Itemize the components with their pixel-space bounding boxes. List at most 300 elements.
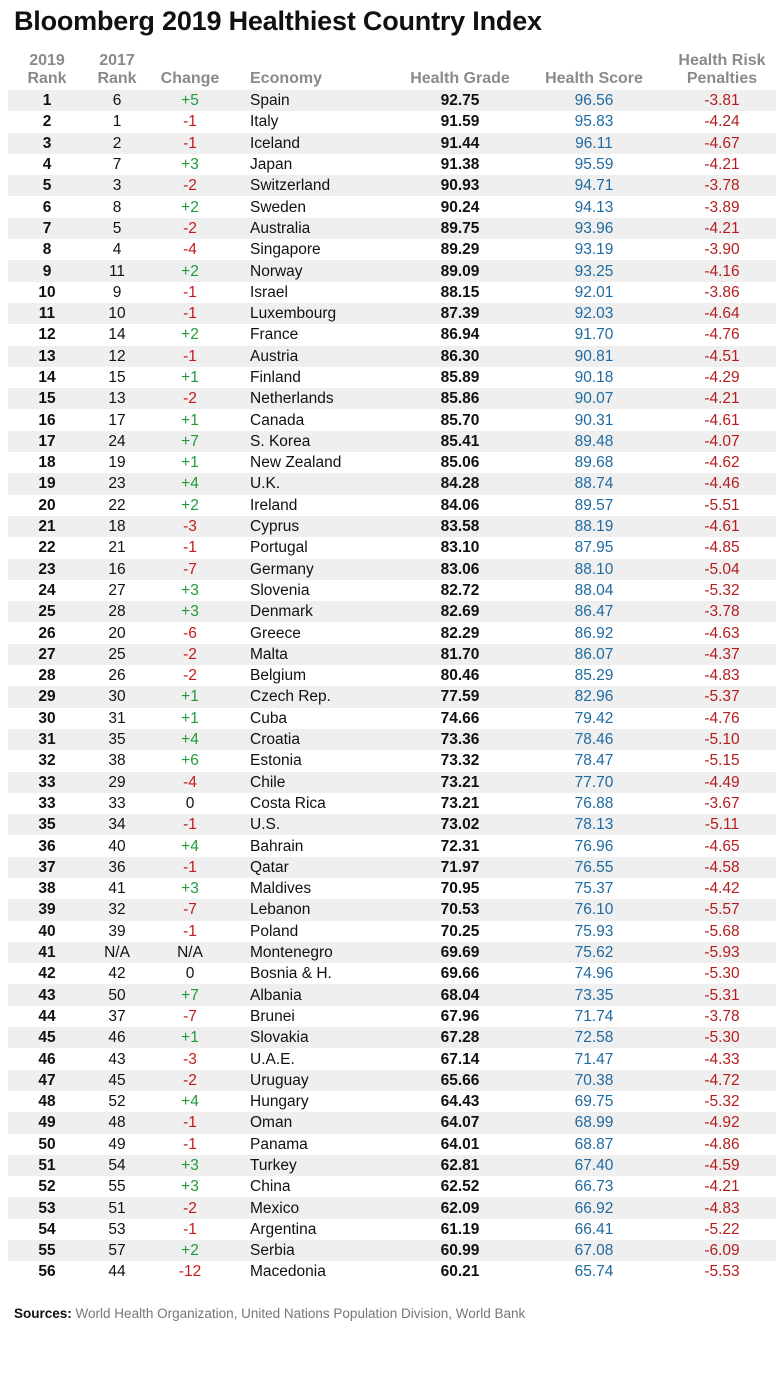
penalty-cell: -4.76 — [704, 326, 740, 344]
health-grade-cell: 67.28 — [400, 1027, 520, 1048]
health-score-cell: 94.71 — [520, 175, 668, 196]
penalty-cell: -5.15 — [704, 752, 740, 770]
table-row — [8, 90, 776, 111]
penalty-cell: -5.51 — [704, 496, 740, 514]
header-2019-rank-line2: Rank — [27, 70, 67, 87]
economy-cell: Lebanon — [232, 899, 400, 920]
change-cell: +1 — [181, 709, 199, 727]
penalty-cell: -4.83 — [668, 1197, 776, 1218]
penalty-cell: -4.37 — [668, 644, 776, 665]
table-row — [8, 1048, 776, 1069]
economy-cell: Qatar — [232, 857, 400, 878]
economy-cell: Turkey — [232, 1155, 400, 1176]
table-row — [8, 346, 776, 367]
rank-2017-cell: 42 — [108, 965, 126, 983]
change-cell: -7 — [148, 559, 232, 580]
penalty-cell: -5.37 — [668, 686, 776, 707]
penalty-cell: -3.86 — [704, 283, 740, 301]
rank-2019-cell: 53 — [8, 1197, 86, 1218]
economy-cell: Denmark — [232, 601, 400, 622]
health-score-cell: 90.18 — [574, 369, 614, 386]
header-penalties — [668, 52, 776, 90]
change-cell: 0 — [185, 794, 195, 812]
rank-2017-cell: 34 — [86, 814, 148, 835]
sources-text: World Health Organization, United Nations Population Division, World Bank — [75, 1306, 526, 1321]
rank-2019-cell: 33 — [38, 794, 56, 812]
penalty-cell: -4.21 — [668, 388, 776, 409]
health-grade-cell: 62.09 — [400, 1197, 520, 1218]
penalty-cell: -4.64 — [668, 303, 776, 324]
change-cell: +4 — [148, 473, 232, 494]
change-cell: +2 — [148, 260, 232, 281]
table-row — [8, 963, 776, 984]
change-cell: -2 — [148, 644, 232, 665]
health-grade-cell: 69.69 — [400, 942, 520, 963]
economy-cell: Croatia — [232, 729, 400, 750]
rank-2019-cell: 41 — [8, 942, 86, 963]
health-score-cell: 75.62 — [520, 942, 668, 963]
rank-2019-cell: 40 — [38, 922, 56, 940]
health-score-cell: 89.48 — [520, 431, 668, 452]
health-grade-cell: 90.24 — [440, 198, 480, 216]
rank-2017-cell: 30 — [86, 686, 148, 707]
penalty-cell: -5.30 — [668, 1027, 776, 1048]
health-score-cell: 82.96 — [520, 686, 668, 707]
change-cell: +1 — [181, 454, 199, 472]
rank-2017-cell: 29 — [86, 772, 148, 793]
health-score-cell: 69.75 — [574, 1093, 614, 1111]
penalty-cell: -4.21 — [704, 156, 740, 174]
header-2017-rank — [86, 52, 148, 90]
health-grade-cell: 82.29 — [440, 624, 480, 642]
rank-2017-cell: 36 — [86, 857, 148, 878]
health-score-cell: 68.99 — [520, 1112, 668, 1133]
penalty-cell: -5.32 — [704, 581, 740, 599]
health-score-cell: 90.81 — [520, 346, 668, 367]
penalty-cell: -5.31 — [668, 984, 776, 1005]
penalty-cell: -5.53 — [704, 1263, 740, 1281]
table-row — [8, 729, 776, 750]
health-grade-cell: 64.07 — [400, 1112, 520, 1133]
health-score-cell: 88.74 — [520, 473, 668, 494]
penalty-cell: -3.89 — [704, 198, 740, 216]
rank-2019-cell: 14 — [38, 369, 56, 386]
rank-2019-cell: 39 — [8, 899, 86, 920]
health-score-cell: 66.41 — [574, 1220, 614, 1238]
change-cell: 0 — [185, 965, 195, 983]
table-row — [8, 899, 776, 920]
economy-cell: Greece — [250, 624, 301, 642]
rank-2017-cell: 1 — [112, 113, 122, 131]
economy-cell: Portugal — [250, 539, 308, 557]
change-cell: -2 — [183, 667, 197, 685]
rank-2017-cell: 23 — [86, 473, 148, 494]
health-grade-cell: 91.44 — [400, 133, 520, 154]
change-cell: +6 — [181, 752, 199, 770]
header-penalties-line1: Health Risk — [678, 52, 766, 69]
rank-2017-cell: 52 — [108, 1093, 126, 1111]
health-grade-cell: 80.46 — [440, 667, 480, 685]
rank-2019-cell: 28 — [38, 667, 56, 685]
penalty-cell: -3.78 — [668, 601, 776, 622]
penalty-cell: -5.22 — [704, 1220, 740, 1238]
table-row — [8, 644, 776, 665]
economy-cell: Serbia — [232, 1240, 400, 1261]
table-row — [8, 921, 776, 942]
table-row — [8, 1070, 776, 1091]
table-row — [8, 1112, 776, 1133]
health-grade-cell: 62.81 — [400, 1155, 520, 1176]
header-2017-rank-line2: Rank — [97, 70, 137, 87]
health-score-cell: 93.19 — [574, 241, 614, 259]
economy-cell: Costa Rica — [250, 794, 326, 812]
sources-label: Sources: — [14, 1306, 72, 1321]
rank-2019-cell: 20 — [38, 496, 56, 514]
health-score-cell: 76.88 — [574, 794, 614, 812]
rank-2019-cell: 11 — [8, 303, 86, 324]
health-score-cell: 88.10 — [520, 559, 668, 580]
health-grade-cell: 85.70 — [440, 411, 480, 429]
health-score-cell: 96.11 — [520, 133, 668, 154]
health-score-cell: 67.40 — [520, 1155, 668, 1176]
health-score-cell: 76.96 — [574, 837, 614, 855]
rank-2019-cell: 12 — [38, 326, 56, 344]
health-grade-cell: 77.59 — [400, 686, 520, 707]
rank-2017-cell: 37 — [108, 1007, 126, 1025]
penalty-cell: -4.76 — [704, 709, 740, 727]
change-cell: -3 — [148, 516, 232, 537]
change-cell: +4 — [148, 729, 232, 750]
rank-2017-cell: 16 — [86, 559, 148, 580]
health-score-cell: 92.01 — [574, 283, 614, 301]
economy-cell: Brunei — [250, 1007, 295, 1025]
economy-cell: Germany — [232, 559, 400, 580]
health-score-cell: 86.92 — [574, 624, 614, 642]
header-2019-rank — [8, 52, 86, 90]
change-cell: -2 — [148, 1197, 232, 1218]
table-row — [8, 133, 776, 154]
economy-cell: Spain — [232, 90, 400, 111]
health-grade-cell: 85.89 — [440, 369, 480, 386]
penalty-cell: -4.24 — [704, 113, 740, 131]
table-row — [8, 324, 776, 345]
rank-2017-cell: 31 — [108, 709, 126, 727]
rank-2019-cell: 18 — [38, 454, 56, 472]
rank-2017-cell: 9 — [112, 283, 122, 301]
change-cell: +3 — [181, 880, 199, 898]
table-row — [8, 857, 776, 878]
table-row — [8, 835, 776, 856]
rank-2017-cell: 35 — [86, 729, 148, 750]
economy-cell: S. Korea — [232, 431, 400, 452]
health-grade-cell: 88.15 — [440, 283, 480, 301]
penalty-cell: -4.42 — [704, 880, 740, 898]
rank-2019-cell: 29 — [8, 686, 86, 707]
rank-2019-cell: 46 — [38, 1050, 56, 1068]
table-row — [8, 111, 776, 132]
economy-cell: Bahrain — [250, 837, 304, 855]
economy-cell: Finland — [250, 369, 301, 386]
health-grade-cell: 90.93 — [400, 175, 520, 196]
change-cell: +1 — [181, 411, 199, 429]
change-cell: +3 — [148, 1155, 232, 1176]
table-row — [8, 452, 776, 473]
economy-cell: Italy — [250, 113, 279, 131]
rank-2019-cell: 1 — [8, 90, 86, 111]
rank-2017-cell: 2 — [86, 133, 148, 154]
table-row — [8, 1155, 776, 1176]
rank-2019-cell: 4 — [42, 156, 52, 174]
rank-2017-cell: 54 — [86, 1155, 148, 1176]
health-score-cell: 89.57 — [574, 496, 614, 514]
change-cell: -1 — [183, 539, 197, 557]
health-score-cell: 89.68 — [574, 454, 614, 472]
health-score-cell: 72.58 — [520, 1027, 668, 1048]
economy-cell: Uruguay — [232, 1070, 400, 1091]
change-cell: -1 — [148, 857, 232, 878]
rank-2019-cell: 22 — [38, 539, 56, 557]
change-cell: -2 — [148, 218, 232, 239]
health-grade-cell: 62.52 — [440, 1178, 480, 1196]
rank-2017-cell: 14 — [108, 326, 126, 344]
health-score-cell: 95.83 — [574, 113, 614, 131]
table-row — [8, 473, 776, 494]
rank-2017-cell: 38 — [108, 752, 126, 770]
table-row — [8, 1197, 776, 1218]
change-cell: -1 — [183, 113, 197, 131]
table-row — [8, 154, 776, 175]
health-score-cell: 74.96 — [574, 965, 614, 983]
health-score-cell: 68.87 — [574, 1135, 614, 1153]
table-row — [8, 1091, 776, 1112]
health-score-cell: 95.59 — [574, 156, 614, 174]
change-cell: -1 — [183, 283, 197, 301]
economy-cell: China — [250, 1178, 291, 1196]
penalty-cell: -4.61 — [668, 516, 776, 537]
table-row — [8, 303, 776, 324]
health-grade-cell: 85.41 — [400, 431, 520, 452]
penalty-cell: -4.21 — [668, 218, 776, 239]
health-score-cell: 78.46 — [520, 729, 668, 750]
rank-2017-cell: 44 — [108, 1263, 126, 1281]
change-cell: +3 — [148, 601, 232, 622]
penalty-cell: -4.33 — [704, 1050, 740, 1068]
table-body — [8, 90, 776, 1283]
rank-2019-cell: 2 — [42, 113, 52, 131]
rank-2019-cell: 44 — [38, 1007, 56, 1025]
header-health-grade: Health Grade — [410, 70, 510, 87]
change-cell: +1 — [148, 686, 232, 707]
change-cell: +1 — [181, 369, 199, 386]
penalty-cell: -5.57 — [668, 899, 776, 920]
health-score-cell: 87.95 — [574, 539, 614, 557]
change-cell: -7 — [148, 899, 232, 920]
rank-2017-cell: 8 — [112, 198, 122, 216]
penalty-cell: -5.04 — [668, 559, 776, 580]
header-2017-rank-line1: 2017 — [99, 52, 135, 69]
change-cell: -1 — [148, 303, 232, 324]
change-cell: +4 — [181, 837, 199, 855]
change-cell: +2 — [181, 198, 199, 216]
economy-cell: Netherlands — [232, 388, 400, 409]
table-row — [8, 367, 776, 388]
rank-2017-cell: 41 — [108, 880, 126, 898]
penalty-cell: -4.58 — [668, 857, 776, 878]
health-score-cell: 70.38 — [520, 1070, 668, 1091]
rank-2017-cell: 32 — [86, 899, 148, 920]
economy-cell: Montenegro — [232, 942, 400, 963]
rank-2019-cell: 26 — [38, 624, 56, 642]
change-cell: -1 — [148, 1112, 232, 1133]
rank-2019-cell: 30 — [38, 709, 56, 727]
table-row — [8, 239, 776, 260]
health-grade-cell: 85.86 — [400, 388, 520, 409]
rank-2019-cell: 55 — [8, 1240, 86, 1261]
penalty-cell: -4.16 — [668, 260, 776, 281]
rank-2017-cell: 33 — [108, 794, 126, 812]
health-grade-cell: 89.09 — [400, 260, 520, 281]
penalty-cell: -4.63 — [704, 624, 740, 642]
change-cell: +2 — [148, 1240, 232, 1261]
economy-cell: Israel — [250, 283, 288, 301]
change-cell: -1 — [183, 1135, 197, 1153]
rank-2017-cell: 40 — [108, 837, 126, 855]
economy-cell: Malta — [232, 644, 400, 665]
change-cell: +4 — [181, 1093, 199, 1111]
table-row — [8, 537, 776, 558]
economy-cell: Czech Rep. — [232, 686, 400, 707]
health-grade-cell: 64.43 — [440, 1093, 480, 1111]
table-row — [8, 409, 776, 430]
table-row — [8, 665, 776, 686]
penalty-cell: -4.67 — [668, 133, 776, 154]
health-grade-cell: 85.06 — [440, 454, 480, 472]
health-grade-cell: 86.30 — [400, 346, 520, 367]
penalty-cell: -4.62 — [704, 454, 740, 472]
economy-cell: New Zealand — [250, 454, 342, 472]
rank-2017-cell: 13 — [86, 388, 148, 409]
rank-2019-cell: 36 — [38, 837, 56, 855]
health-score-cell: 86.07 — [520, 644, 668, 665]
penalty-cell: -4.51 — [668, 346, 776, 367]
health-score-cell: 96.56 — [520, 90, 668, 111]
change-cell: -6 — [183, 624, 197, 642]
rank-2019-cell: 51 — [8, 1155, 86, 1176]
rank-2019-cell: 3 — [8, 133, 86, 154]
penalty-cell: -4.29 — [704, 369, 740, 386]
rank-2019-cell: 45 — [8, 1027, 86, 1048]
penalty-cell: -3.81 — [668, 90, 776, 111]
penalty-cell: -4.85 — [704, 539, 740, 557]
header-2019-rank-line1: 2019 — [29, 52, 65, 69]
economy-cell: Slovakia — [232, 1027, 400, 1048]
health-score-cell: 73.35 — [520, 984, 668, 1005]
table-row — [8, 1240, 776, 1261]
rank-2019-cell: 15 — [8, 388, 86, 409]
rank-2019-cell: 49 — [8, 1112, 86, 1133]
rank-2019-cell: 7 — [8, 218, 86, 239]
economy-cell: Macedonia — [250, 1263, 326, 1281]
health-score-cell: 71.47 — [574, 1050, 614, 1068]
health-grade-cell: 67.96 — [440, 1007, 480, 1025]
table-row — [8, 708, 776, 729]
table-row — [8, 282, 776, 303]
rank-2017-cell: 5 — [86, 218, 148, 239]
change-cell: N/A — [148, 942, 232, 963]
health-grade-cell: 82.69 — [400, 601, 520, 622]
economy-cell: U.K. — [232, 473, 400, 494]
change-cell: -2 — [148, 1070, 232, 1091]
ranking-table — [8, 52, 776, 1283]
health-score-cell: 76.55 — [520, 857, 668, 878]
health-grade-cell: 83.10 — [440, 539, 480, 557]
change-cell: +2 — [181, 496, 199, 514]
rank-2019-cell: 9 — [8, 260, 86, 281]
economy-cell: Slovenia — [250, 581, 310, 599]
table-row — [8, 984, 776, 1005]
penalty-cell: -3.90 — [704, 241, 740, 259]
table-row — [8, 1134, 776, 1155]
rank-2019-cell: 42 — [38, 965, 56, 983]
health-grade-cell: 84.06 — [440, 496, 480, 514]
economy-cell: Estonia — [250, 752, 302, 770]
change-cell: -1 — [148, 133, 232, 154]
change-cell: -2 — [148, 175, 232, 196]
health-grade-cell: 61.19 — [440, 1220, 480, 1238]
economy-cell: France — [250, 326, 299, 344]
table-row — [8, 750, 776, 771]
economy-cell: Japan — [250, 156, 293, 174]
table-row — [8, 772, 776, 793]
rank-2017-cell: 3 — [86, 175, 148, 196]
health-grade-cell: 89.75 — [400, 218, 520, 239]
health-grade-cell: 73.36 — [400, 729, 520, 750]
table-row — [8, 622, 776, 643]
rank-2017-cell: 19 — [108, 454, 126, 472]
rank-2017-cell: 39 — [108, 922, 126, 940]
rank-2019-cell: 43 — [8, 984, 86, 1005]
rank-2017-cell: 6 — [86, 90, 148, 111]
economy-cell: Hungary — [250, 1093, 309, 1111]
rank-2019-cell: 23 — [8, 559, 86, 580]
rank-2017-cell: 7 — [112, 156, 122, 174]
economy-cell: U.A.E. — [250, 1050, 295, 1068]
health-score-cell: 93.25 — [520, 260, 668, 281]
header-change: Change — [160, 70, 220, 87]
health-score-cell: 91.70 — [574, 326, 614, 344]
change-cell: +7 — [148, 984, 232, 1005]
health-score-cell: 67.08 — [520, 1240, 668, 1261]
page-title: Bloomberg 2019 Healthiest Country Index — [14, 6, 542, 36]
rank-2017-cell: 21 — [108, 539, 126, 557]
table-row — [8, 218, 776, 239]
rank-2017-cell: 20 — [108, 624, 126, 642]
health-grade-cell: 73.21 — [440, 794, 480, 812]
rank-2019-cell: 8 — [42, 241, 52, 259]
health-grade-cell: 60.21 — [440, 1263, 480, 1281]
rank-2019-cell: 31 — [8, 729, 86, 750]
health-grade-cell: 73.32 — [440, 752, 480, 770]
health-score-cell: 71.74 — [574, 1007, 614, 1025]
health-score-cell: 85.29 — [574, 667, 614, 685]
rank-2017-cell: 55 — [108, 1178, 126, 1196]
rank-2017-cell: 51 — [86, 1197, 148, 1218]
rank-2019-cell: 48 — [38, 1093, 56, 1111]
health-score-cell: 75.37 — [574, 880, 614, 898]
rank-2019-cell: 27 — [8, 644, 86, 665]
rank-2017-cell: 57 — [86, 1240, 148, 1261]
rank-2017-cell: 24 — [86, 431, 148, 452]
